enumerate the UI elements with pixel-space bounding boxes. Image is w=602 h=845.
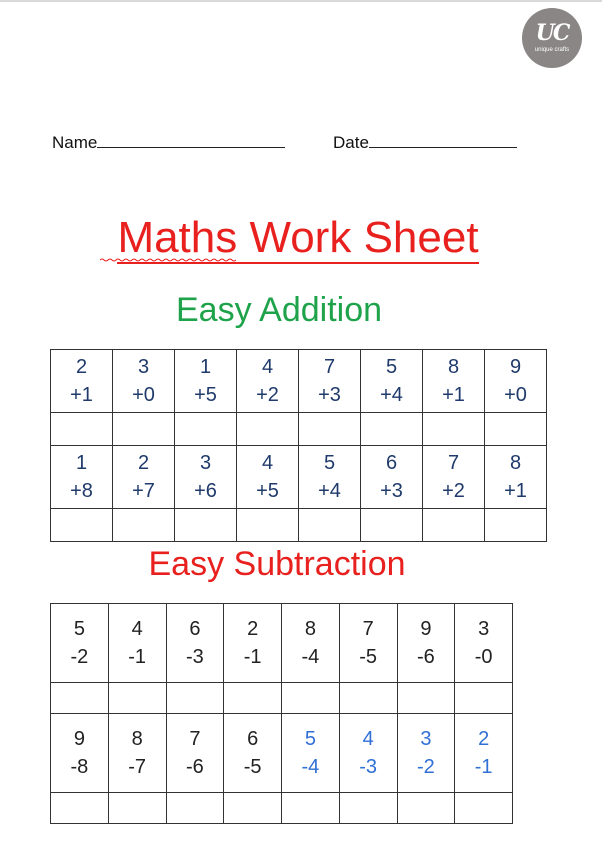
subtraction-problem-cell bbox=[339, 714, 397, 793]
addition-problem-cell bbox=[423, 446, 485, 509]
subtraction-operand: -5 bbox=[243, 756, 262, 778]
subtraction-top-number: 9 bbox=[73, 728, 85, 750]
subtraction-answer-cell[interactable] bbox=[397, 793, 455, 824]
name-field[interactable] bbox=[52, 133, 285, 153]
subtraction-problem-cell bbox=[455, 604, 513, 683]
addition-operand: +5 bbox=[256, 480, 279, 502]
subtraction-top-number: 6 bbox=[189, 618, 201, 640]
subtraction-top-number: 3 bbox=[420, 728, 432, 750]
addition-operand: +5 bbox=[194, 384, 217, 406]
subtraction-problem-cell bbox=[339, 604, 397, 683]
worksheet-title-text: Maths Work Sheet bbox=[117, 213, 479, 262]
addition-top-number: 1 bbox=[199, 356, 212, 378]
subtraction-operand: -6 bbox=[416, 646, 435, 668]
addition-problem-cell bbox=[299, 350, 361, 413]
addition-operand: +4 bbox=[380, 384, 403, 406]
subtraction-problem-cell bbox=[455, 714, 513, 793]
addition-problem-cell bbox=[361, 350, 423, 413]
subtraction-operand: -4 bbox=[301, 646, 320, 668]
addition-top-number: 8 bbox=[447, 356, 460, 378]
subtraction-top-number: 2 bbox=[247, 618, 259, 640]
addition-top-number: 4 bbox=[261, 356, 274, 378]
logo-text: unique crafts bbox=[534, 47, 570, 53]
addition-operand: +7 bbox=[132, 480, 155, 502]
subtraction-problem-cell bbox=[166, 604, 224, 683]
date-field[interactable] bbox=[333, 133, 517, 153]
spellcheck-squiggle bbox=[100, 258, 236, 262]
addition-problem-cell bbox=[175, 446, 237, 509]
addition-operand: +2 bbox=[442, 480, 465, 502]
subtraction-answer-cell[interactable] bbox=[339, 793, 397, 824]
addition-operand: +2 bbox=[256, 384, 279, 406]
subtraction-heading: Easy Subtraction bbox=[148, 545, 406, 583]
addition-answer-cell[interactable] bbox=[423, 413, 485, 446]
name-label: Name bbox=[52, 133, 98, 152]
subtraction-top-number: 8 bbox=[304, 618, 316, 640]
subtraction-top-number: 5 bbox=[304, 728, 316, 750]
subtraction-answer-cell[interactable] bbox=[166, 683, 224, 714]
addition-answer-row bbox=[51, 413, 547, 446]
subtraction-answer-cell[interactable] bbox=[224, 683, 282, 714]
addition-top-number: 5 bbox=[385, 356, 398, 378]
addition-operand: +4 bbox=[318, 480, 341, 502]
subtraction-answer-cell[interactable] bbox=[282, 793, 340, 824]
addition-problem-cell bbox=[237, 446, 299, 509]
addition-answer-cell[interactable] bbox=[299, 509, 361, 542]
addition-answer-cell[interactable] bbox=[113, 413, 175, 446]
subtraction-operand: -8 bbox=[70, 756, 89, 778]
date-blank-line[interactable] bbox=[369, 133, 517, 148]
addition-answer-cell[interactable] bbox=[361, 509, 423, 542]
subtraction-operand: -7 bbox=[128, 756, 147, 778]
addition-problem-cell bbox=[361, 446, 423, 509]
subtraction-problem-cell bbox=[397, 604, 455, 683]
addition-problem-cell bbox=[423, 350, 485, 413]
subtraction-operand: -3 bbox=[359, 756, 378, 778]
addition-top-number: 6 bbox=[385, 452, 398, 474]
addition-top-number: 7 bbox=[323, 356, 336, 378]
subtraction-operand: -1 bbox=[128, 646, 147, 668]
subtraction-answer-cell[interactable] bbox=[166, 793, 224, 824]
addition-answer-cell[interactable] bbox=[113, 509, 175, 542]
addition-problem-cell bbox=[485, 350, 547, 413]
subtraction-answer-row bbox=[51, 683, 513, 714]
addition-answer-cell[interactable] bbox=[485, 509, 547, 542]
addition-operand: +6 bbox=[194, 480, 217, 502]
subtraction-top-number: 4 bbox=[362, 728, 374, 750]
subtraction-answer-cell[interactable] bbox=[51, 683, 109, 714]
addition-top-number: 1 bbox=[75, 452, 88, 474]
subtraction-problem-cell bbox=[224, 714, 282, 793]
subtraction-answer-cell[interactable] bbox=[455, 793, 513, 824]
subtraction-answer-cell[interactable] bbox=[108, 683, 166, 714]
subtraction-table bbox=[50, 603, 513, 824]
worksheet-title bbox=[0, 212, 602, 264]
addition-operand: +0 bbox=[504, 384, 527, 406]
subtraction-problem-cell bbox=[108, 604, 166, 683]
subtraction-problem-cell bbox=[51, 714, 109, 793]
subtraction-top-number: 8 bbox=[131, 728, 143, 750]
subtraction-answer-cell[interactable] bbox=[339, 683, 397, 714]
addition-top-number: 8 bbox=[509, 452, 522, 474]
subtraction-top-number: 6 bbox=[247, 728, 259, 750]
subtraction-problem-row bbox=[51, 604, 513, 683]
addition-operand: +1 bbox=[442, 384, 465, 406]
subtraction-top-number: 7 bbox=[189, 728, 201, 750]
addition-answer-cell[interactable] bbox=[175, 509, 237, 542]
addition-problem-cell bbox=[51, 350, 113, 413]
subtraction-top-number: 2 bbox=[478, 728, 490, 750]
subtraction-problem-row bbox=[51, 714, 513, 793]
addition-problem-cell bbox=[299, 446, 361, 509]
addition-answer-cell[interactable] bbox=[51, 413, 113, 446]
subtraction-problem-cell bbox=[282, 714, 340, 793]
addition-top-number: 3 bbox=[199, 452, 212, 474]
addition-problem-cell bbox=[175, 350, 237, 413]
addition-problem-row bbox=[51, 446, 547, 509]
name-blank-line[interactable] bbox=[97, 133, 285, 148]
subtraction-top-number: 9 bbox=[420, 618, 432, 640]
logo-mark: UC bbox=[535, 20, 569, 46]
subtraction-problem-cell bbox=[108, 714, 166, 793]
addition-top-number: 9 bbox=[509, 356, 522, 378]
addition-top-number: 3 bbox=[137, 356, 150, 378]
addition-answer-cell[interactable] bbox=[51, 509, 113, 542]
subtraction-operand: -2 bbox=[70, 646, 89, 668]
addition-problem-cell bbox=[237, 350, 299, 413]
addition-answer-cell[interactable] bbox=[423, 509, 485, 542]
addition-table bbox=[50, 349, 547, 542]
addition-answer-row bbox=[51, 509, 547, 542]
addition-operand: +1 bbox=[504, 480, 527, 502]
addition-answer-cell[interactable] bbox=[237, 413, 299, 446]
addition-top-number: 5 bbox=[323, 452, 336, 474]
subtraction-answer-cell[interactable] bbox=[108, 793, 166, 824]
addition-operand: +1 bbox=[70, 384, 93, 406]
subtraction-answer-cell[interactable] bbox=[51, 793, 109, 824]
subtraction-operand: -6 bbox=[185, 756, 204, 778]
addition-answer-cell[interactable] bbox=[299, 413, 361, 446]
addition-problem-row bbox=[51, 350, 547, 413]
subtraction-problem-cell bbox=[224, 604, 282, 683]
subtraction-problem-cell bbox=[282, 604, 340, 683]
subtraction-operand: -1 bbox=[474, 756, 493, 778]
top-border bbox=[0, 0, 602, 2]
subtraction-operand: -5 bbox=[359, 646, 378, 668]
date-label: Date bbox=[333, 133, 369, 152]
addition-answer-cell[interactable] bbox=[485, 413, 547, 446]
subtraction-answer-cell[interactable] bbox=[282, 683, 340, 714]
addition-operand: +0 bbox=[132, 384, 155, 406]
addition-operand: +3 bbox=[380, 480, 403, 502]
addition-problem-cell bbox=[113, 350, 175, 413]
addition-top-number: 7 bbox=[447, 452, 460, 474]
subtraction-operand: -2 bbox=[416, 756, 435, 778]
addition-answer-cell[interactable] bbox=[175, 413, 237, 446]
addition-operand: +8 bbox=[70, 480, 93, 502]
subtraction-answer-cell[interactable] bbox=[397, 683, 455, 714]
addition-problem-cell bbox=[113, 446, 175, 509]
subtraction-top-number: 7 bbox=[362, 618, 374, 640]
addition-top-number: 2 bbox=[75, 356, 88, 378]
subtraction-operand: -4 bbox=[301, 756, 320, 778]
subtraction-problem-cell bbox=[51, 604, 109, 683]
addition-answer-cell[interactable] bbox=[237, 509, 299, 542]
subtraction-answer-cell[interactable] bbox=[224, 793, 282, 824]
addition-operand: +3 bbox=[318, 384, 341, 406]
subtraction-top-number: 3 bbox=[478, 618, 490, 640]
subtraction-top-number: 4 bbox=[131, 618, 143, 640]
subtraction-operand: -1 bbox=[243, 646, 262, 668]
addition-problem-cell bbox=[485, 446, 547, 509]
subtraction-operand: -3 bbox=[185, 646, 204, 668]
addition-answer-cell[interactable] bbox=[361, 413, 423, 446]
subtraction-top-number: 5 bbox=[73, 618, 85, 640]
addition-top-number: 2 bbox=[137, 452, 150, 474]
subtraction-problem-cell bbox=[166, 714, 224, 793]
subtraction-problem-cell bbox=[397, 714, 455, 793]
addition-top-number: 4 bbox=[261, 452, 274, 474]
addition-heading: Easy Addition bbox=[175, 291, 383, 329]
unique-crafts-logo bbox=[522, 8, 582, 68]
subtraction-operand: -0 bbox=[474, 646, 493, 668]
subtraction-answer-cell[interactable] bbox=[455, 683, 513, 714]
addition-problem-cell bbox=[51, 446, 113, 509]
subtraction-answer-row bbox=[51, 793, 513, 824]
